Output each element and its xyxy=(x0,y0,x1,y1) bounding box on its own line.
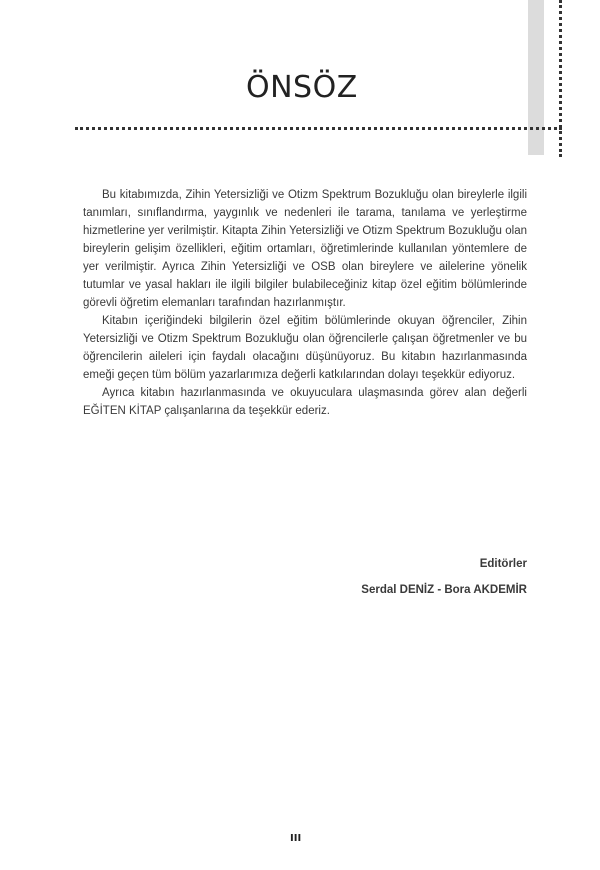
preface-body xyxy=(83,186,527,420)
decorative-side-bar xyxy=(528,0,544,155)
decorative-dotted-horizontal-rule xyxy=(75,127,562,130)
paragraph-1: Bu kitabımızda, Zihin Yetersizliği ve Otizm Spektrum Bozukluğu olan bireylerle ilgili tanımları, sınıflandırma, yaygınlık ve nedenleri ile tarama, tanılama ve yerleştirme hizmetlerine yer verilmiştir. Kitapta Zihin Yetersizliği ve Otizm Spektrum Bozukluğu olan bireylerin gelişim özellikleri, eğitim ortamları, öğretimlerinde kullanılan yöntemlere de yer verilmiştir. Ayrıca Zihin Yetersizliği ve OSB olan bireylere ve ailelerine yönelik tutumlar ve yasal hakları ile ilgili bilgiler bulabileceğiniz kitap özel eğitim bölümlerinde görevli öğretim elemanları tarafından hazırlanmıştır. xyxy=(83,189,527,309)
editor-names: Serdal DENİZ - Bora AKDEMİR xyxy=(361,584,527,596)
paragraph-2: Kitabın içeriğindeki bilgilerin özel eğitim bölümlerinde okuyan öğrenciler, Zihin Yetersizliği ve Otizm Spektrum Bozukluğu olan öğrencilerle çalışan öğretmenler ve bu öğrencilerin aileleri için faydalı olacağını düşünüyoruz. Bu kitabın hazırlanmasında emeği geçen tüm bölüm yazarlarımıza değerli katkılarından dolayı teşekkür ediyoruz. xyxy=(83,315,527,381)
decorative-dotted-vertical-rule xyxy=(559,0,562,157)
editors-label: Editörler xyxy=(479,558,527,570)
paragraph-3: Ayrıca kitabın hazırlanmasında ve okuyuculara ulaşmasında görev alan değerli EĞİTEN KİTAP çalışanlarına da teşekkür ederiz. xyxy=(83,387,527,417)
page-title: ÖNSÖZ xyxy=(246,70,358,105)
page-number: III xyxy=(290,833,302,844)
